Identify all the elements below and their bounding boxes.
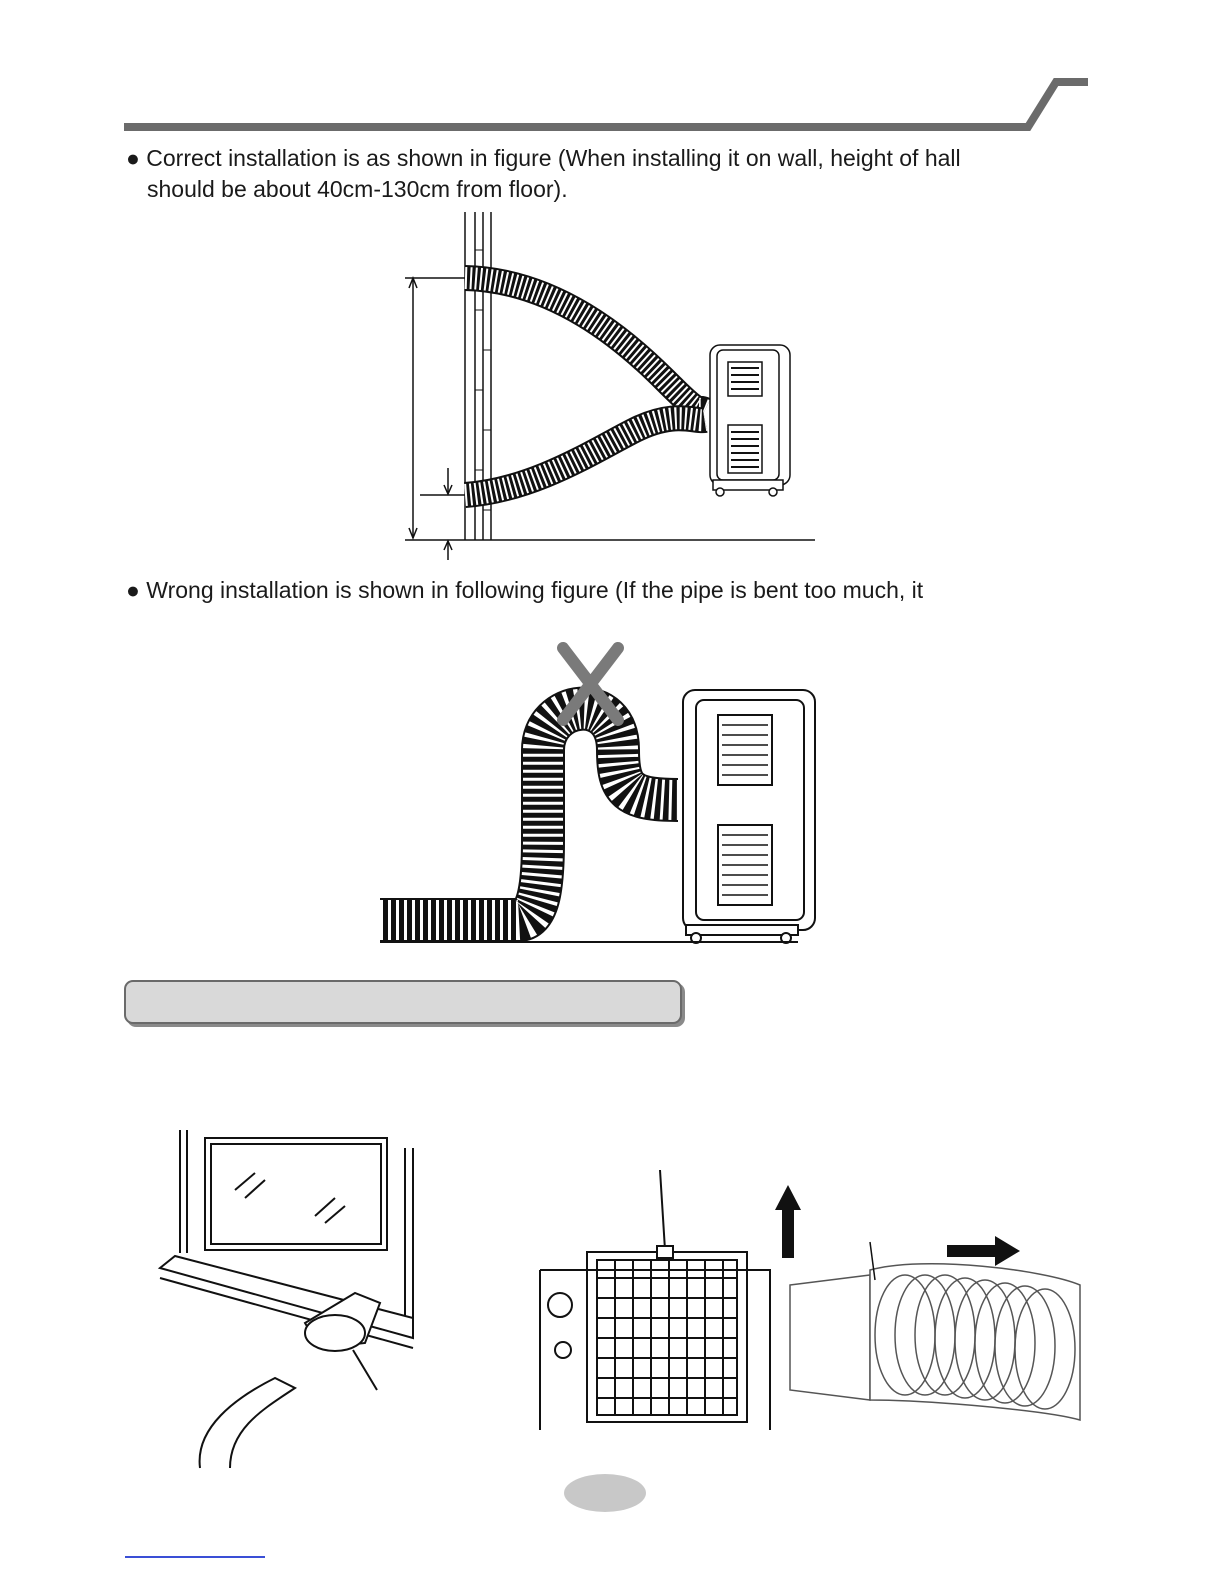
- page-number-oval: [564, 1474, 646, 1512]
- arrow-up-icon: [775, 1185, 801, 1258]
- wrong-installation-figure: [378, 640, 838, 950]
- correct-installation-line-1: ● Correct installation is as shown in figure (When installing it on wall, height of hall: [126, 145, 961, 171]
- header-rule: [0, 70, 1225, 140]
- window-adapter-figure: [155, 1128, 430, 1473]
- arrow-right-icon: [947, 1236, 1020, 1266]
- footer-link-underline: [125, 1556, 265, 1558]
- correct-installation-line-2: should be about 40cm-130cm from floor).: [147, 176, 568, 202]
- filter-hose-figure: [525, 1160, 1085, 1440]
- correct-installation-figure: [395, 210, 825, 565]
- wrong-installation-line-1: ● Wrong installation is shown in following figure (If the pipe is bent too much, it: [126, 577, 924, 603]
- section-heading-bar: [124, 980, 682, 1024]
